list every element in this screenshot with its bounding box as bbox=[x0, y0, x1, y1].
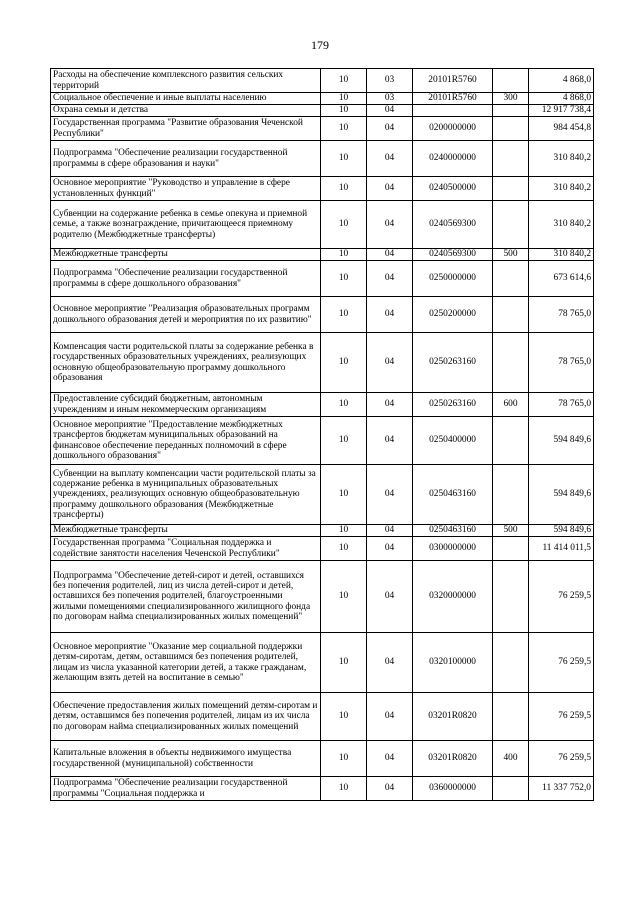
table-row bbox=[51, 201, 594, 249]
row-amount: 594 849,6 bbox=[529, 465, 594, 525]
row-target-article: 0250263160 bbox=[413, 333, 493, 393]
row-expense-type bbox=[493, 177, 529, 201]
table-row bbox=[51, 741, 594, 777]
row-expense-type bbox=[493, 777, 529, 801]
row-target-article: 0240569300 bbox=[413, 201, 493, 249]
row-name: Компенсация части родительской платы за содержание ребенка в государственных образовательных учреждениях, реализующих основную общеобразовательную программу дошкольного образования bbox=[51, 333, 321, 393]
table-row bbox=[51, 417, 594, 465]
row-expense-type bbox=[493, 537, 529, 561]
row-target-article: 0320000000 bbox=[413, 561, 493, 633]
row-amount: 12 917 738,4 bbox=[529, 105, 594, 117]
row-target-article: 0250000000 bbox=[413, 261, 493, 297]
row-amount: 310 840,2 bbox=[529, 201, 594, 249]
table-row bbox=[51, 561, 594, 633]
row-amount: 673 614,6 bbox=[529, 261, 594, 297]
row-expense-type bbox=[493, 105, 529, 117]
page-number: 179 bbox=[311, 38, 329, 52]
row-name: Государственная программа "Развитие образования Чеченской Республики" bbox=[51, 117, 321, 141]
row-subsection: 04 bbox=[367, 393, 413, 417]
row-amount: 594 849,6 bbox=[529, 417, 594, 465]
row-name: Субвенции на выплату компенсации части родительской платы за содержание ребенка в муниципальных образовательных учреждениях, реализующих основную общеобразовательную программу дошкольного образования (Межбюджетные трансферты) bbox=[51, 465, 321, 525]
row-amount: 76 259,5 bbox=[529, 741, 594, 777]
row-name: Основное мероприятие "Оказание мер социальной поддержки детям-сиротам, детям, оставшимся без попечения родителей, лицам из числа указанной категории детей, а также гражданам, желающим взять детей на воспитание в семью" bbox=[51, 633, 321, 693]
row-name: Субвенции на содержание ребенка в семье опекуна и приемной семье, а также вознаграждение, причитающееся приемному родителю (Межбюджетные трансферты) bbox=[51, 201, 321, 249]
row-subsection: 04 bbox=[367, 177, 413, 201]
table-row bbox=[51, 465, 594, 525]
row-name: Подпрограмма "Обеспечение реализации государственной программы в сфере дошкольного образования" bbox=[51, 261, 321, 297]
row-name: Обеспечение предоставления жилых помещений детям-сиротам и детям, оставшимся без попечения родителей, лицам из их числа по договорам найма специализированных жилых помещений bbox=[51, 693, 321, 741]
row-name: Основное мероприятие "Реализация образовательных программ дошкольного образования детей и мероприятия по их развитию" bbox=[51, 297, 321, 333]
table-row bbox=[51, 93, 594, 105]
row-section: 10 bbox=[321, 117, 367, 141]
table-row bbox=[51, 141, 594, 177]
row-section: 10 bbox=[321, 105, 367, 117]
row-target-article: 0240500000 bbox=[413, 177, 493, 201]
row-expense-type bbox=[493, 201, 529, 249]
table-row bbox=[51, 537, 594, 561]
row-section: 10 bbox=[321, 93, 367, 105]
row-name: Основное мероприятие "Руководство и управление в сфере установленных функций" bbox=[51, 177, 321, 201]
row-expense-type bbox=[493, 69, 529, 93]
row-subsection: 04 bbox=[367, 261, 413, 297]
row-amount: 11 414 011,5 bbox=[529, 537, 594, 561]
row-name: Государственная программа "Социальная поддержка и содействие занятости населения Чеченской Республики" bbox=[51, 537, 321, 561]
row-section: 10 bbox=[321, 633, 367, 693]
row-name: Основное мероприятие "Предоставление межбюджетных трансфертов бюджетам муниципальных образований на финансовое обеспечение переданных полномочий в сфере дошкольного образования" bbox=[51, 417, 321, 465]
row-expense-type bbox=[493, 297, 529, 333]
row-subsection: 04 bbox=[367, 297, 413, 333]
row-target-article: 20101R5760 bbox=[413, 69, 493, 93]
row-section: 10 bbox=[321, 177, 367, 201]
row-target-article: 0250463160 bbox=[413, 465, 493, 525]
row-amount: 310 840,2 bbox=[529, 141, 594, 177]
row-amount: 78 765,0 bbox=[529, 297, 594, 333]
row-amount: 4 868,0 bbox=[529, 93, 594, 105]
row-expense-type bbox=[493, 117, 529, 141]
table-row bbox=[51, 249, 594, 261]
table-row bbox=[51, 393, 594, 417]
row-name: Подпрограмма "Обеспечение детей-сирот и детей, оставшихся без попечения родителей, лиц из числа детей-сирот и детей, оставшихся без попечения родителей, благоустроенными жилыми помещениями специализированного жилищного фонда по договорам найма специализированных жилых помещений" bbox=[51, 561, 321, 633]
row-subsection: 04 bbox=[367, 333, 413, 393]
row-section: 10 bbox=[321, 561, 367, 633]
row-target-article: 0320100000 bbox=[413, 633, 493, 693]
row-subsection: 04 bbox=[367, 417, 413, 465]
row-expense-type bbox=[493, 465, 529, 525]
row-section: 10 bbox=[321, 417, 367, 465]
table-row bbox=[51, 777, 594, 801]
row-subsection: 04 bbox=[367, 249, 413, 261]
table-row bbox=[51, 633, 594, 693]
row-subsection: 04 bbox=[367, 537, 413, 561]
row-section: 10 bbox=[321, 465, 367, 525]
row-expense-type bbox=[493, 561, 529, 633]
table-row bbox=[51, 525, 594, 537]
row-target-article: 20101R5760 bbox=[413, 93, 493, 105]
row-subsection: 04 bbox=[367, 633, 413, 693]
row-expense-type bbox=[493, 693, 529, 741]
row-expense-type bbox=[493, 417, 529, 465]
row-target-article: 0360000000 bbox=[413, 777, 493, 801]
row-section: 10 bbox=[321, 525, 367, 537]
row-expense-type bbox=[493, 333, 529, 393]
row-section: 10 bbox=[321, 741, 367, 777]
row-name: Подпрограмма "Обеспечение реализации государственной программы "Социальная поддержка и bbox=[51, 777, 321, 801]
row-amount: 76 259,5 bbox=[529, 693, 594, 741]
row-amount: 594 849,6 bbox=[529, 525, 594, 537]
row-expense-type: 500 bbox=[493, 525, 529, 537]
table-row bbox=[51, 261, 594, 297]
row-amount: 984 454,8 bbox=[529, 117, 594, 141]
row-target-article bbox=[413, 105, 493, 117]
row-amount: 76 259,5 bbox=[529, 633, 594, 693]
row-target-article: 0240000000 bbox=[413, 141, 493, 177]
row-subsection: 04 bbox=[367, 105, 413, 117]
row-target-article: 03201R0820 bbox=[413, 741, 493, 777]
table-row bbox=[51, 177, 594, 201]
row-section: 10 bbox=[321, 201, 367, 249]
row-subsection: 04 bbox=[367, 117, 413, 141]
budget-table bbox=[50, 68, 594, 801]
row-section: 10 bbox=[321, 297, 367, 333]
table-row bbox=[51, 297, 594, 333]
row-section: 10 bbox=[321, 261, 367, 297]
row-amount: 310 840,2 bbox=[529, 249, 594, 261]
row-name: Межбюджетные трансферты bbox=[51, 525, 321, 537]
row-name: Охрана семьи и детства bbox=[51, 105, 321, 117]
row-amount: 78 765,0 bbox=[529, 393, 594, 417]
row-expense-type bbox=[493, 261, 529, 297]
row-target-article: 0300000000 bbox=[413, 537, 493, 561]
row-section: 10 bbox=[321, 393, 367, 417]
row-section: 10 bbox=[321, 249, 367, 261]
table-row bbox=[51, 333, 594, 393]
row-target-article: 0250463160 bbox=[413, 525, 493, 537]
row-expense-type: 500 bbox=[493, 249, 529, 261]
row-subsection: 03 bbox=[367, 69, 413, 93]
row-subsection: 04 bbox=[367, 525, 413, 537]
row-subsection: 04 bbox=[367, 201, 413, 249]
row-section: 10 bbox=[321, 693, 367, 741]
row-name: Расходы на обеспечение комплексного развития сельских территорий bbox=[51, 69, 321, 93]
table-row bbox=[51, 105, 594, 117]
row-amount: 78 765,0 bbox=[529, 333, 594, 393]
row-section: 10 bbox=[321, 537, 367, 561]
row-expense-type bbox=[493, 141, 529, 177]
row-subsection: 04 bbox=[367, 693, 413, 741]
row-name: Подпрограмма "Обеспечение реализации государственной программы в сфере образования и науки" bbox=[51, 141, 321, 177]
row-expense-type: 600 bbox=[493, 393, 529, 417]
row-target-article: 0250400000 bbox=[413, 417, 493, 465]
row-subsection: 03 bbox=[367, 93, 413, 105]
row-target-article: 03201R0820 bbox=[413, 693, 493, 741]
row-target-article: 0250263160 bbox=[413, 393, 493, 417]
row-amount: 310 840,2 bbox=[529, 177, 594, 201]
row-name: Предоставление субсидий бюджетным, автономным учреждениям и иным некоммерческим организациям bbox=[51, 393, 321, 417]
row-target-article: 0240569300 bbox=[413, 249, 493, 261]
row-section: 10 bbox=[321, 777, 367, 801]
row-section: 10 bbox=[321, 333, 367, 393]
row-section: 10 bbox=[321, 69, 367, 93]
row-expense-type: 300 bbox=[493, 93, 529, 105]
row-amount: 4 868,0 bbox=[529, 69, 594, 93]
row-name: Социальное обеспечение и иные выплаты населению bbox=[51, 93, 321, 105]
row-subsection: 04 bbox=[367, 465, 413, 525]
row-subsection: 04 bbox=[367, 561, 413, 633]
row-name: Капитальные вложения в объекты недвижимого имущества государственной (муниципальной) собственности bbox=[51, 741, 321, 777]
row-amount: 11 337 752,0 bbox=[529, 777, 594, 801]
row-expense-type: 400 bbox=[493, 741, 529, 777]
row-name: Межбюджетные трансферты bbox=[51, 249, 321, 261]
row-target-article: 0200000000 bbox=[413, 117, 493, 141]
row-expense-type bbox=[493, 633, 529, 693]
table-row bbox=[51, 69, 594, 93]
row-subsection: 04 bbox=[367, 141, 413, 177]
budget-table-body bbox=[51, 69, 594, 801]
row-target-article: 0250200000 bbox=[413, 297, 493, 333]
row-subsection: 04 bbox=[367, 741, 413, 777]
row-section: 10 bbox=[321, 141, 367, 177]
table-row bbox=[51, 117, 594, 141]
row-subsection: 04 bbox=[367, 777, 413, 801]
row-amount: 76 259,5 bbox=[529, 561, 594, 633]
table-row bbox=[51, 693, 594, 741]
